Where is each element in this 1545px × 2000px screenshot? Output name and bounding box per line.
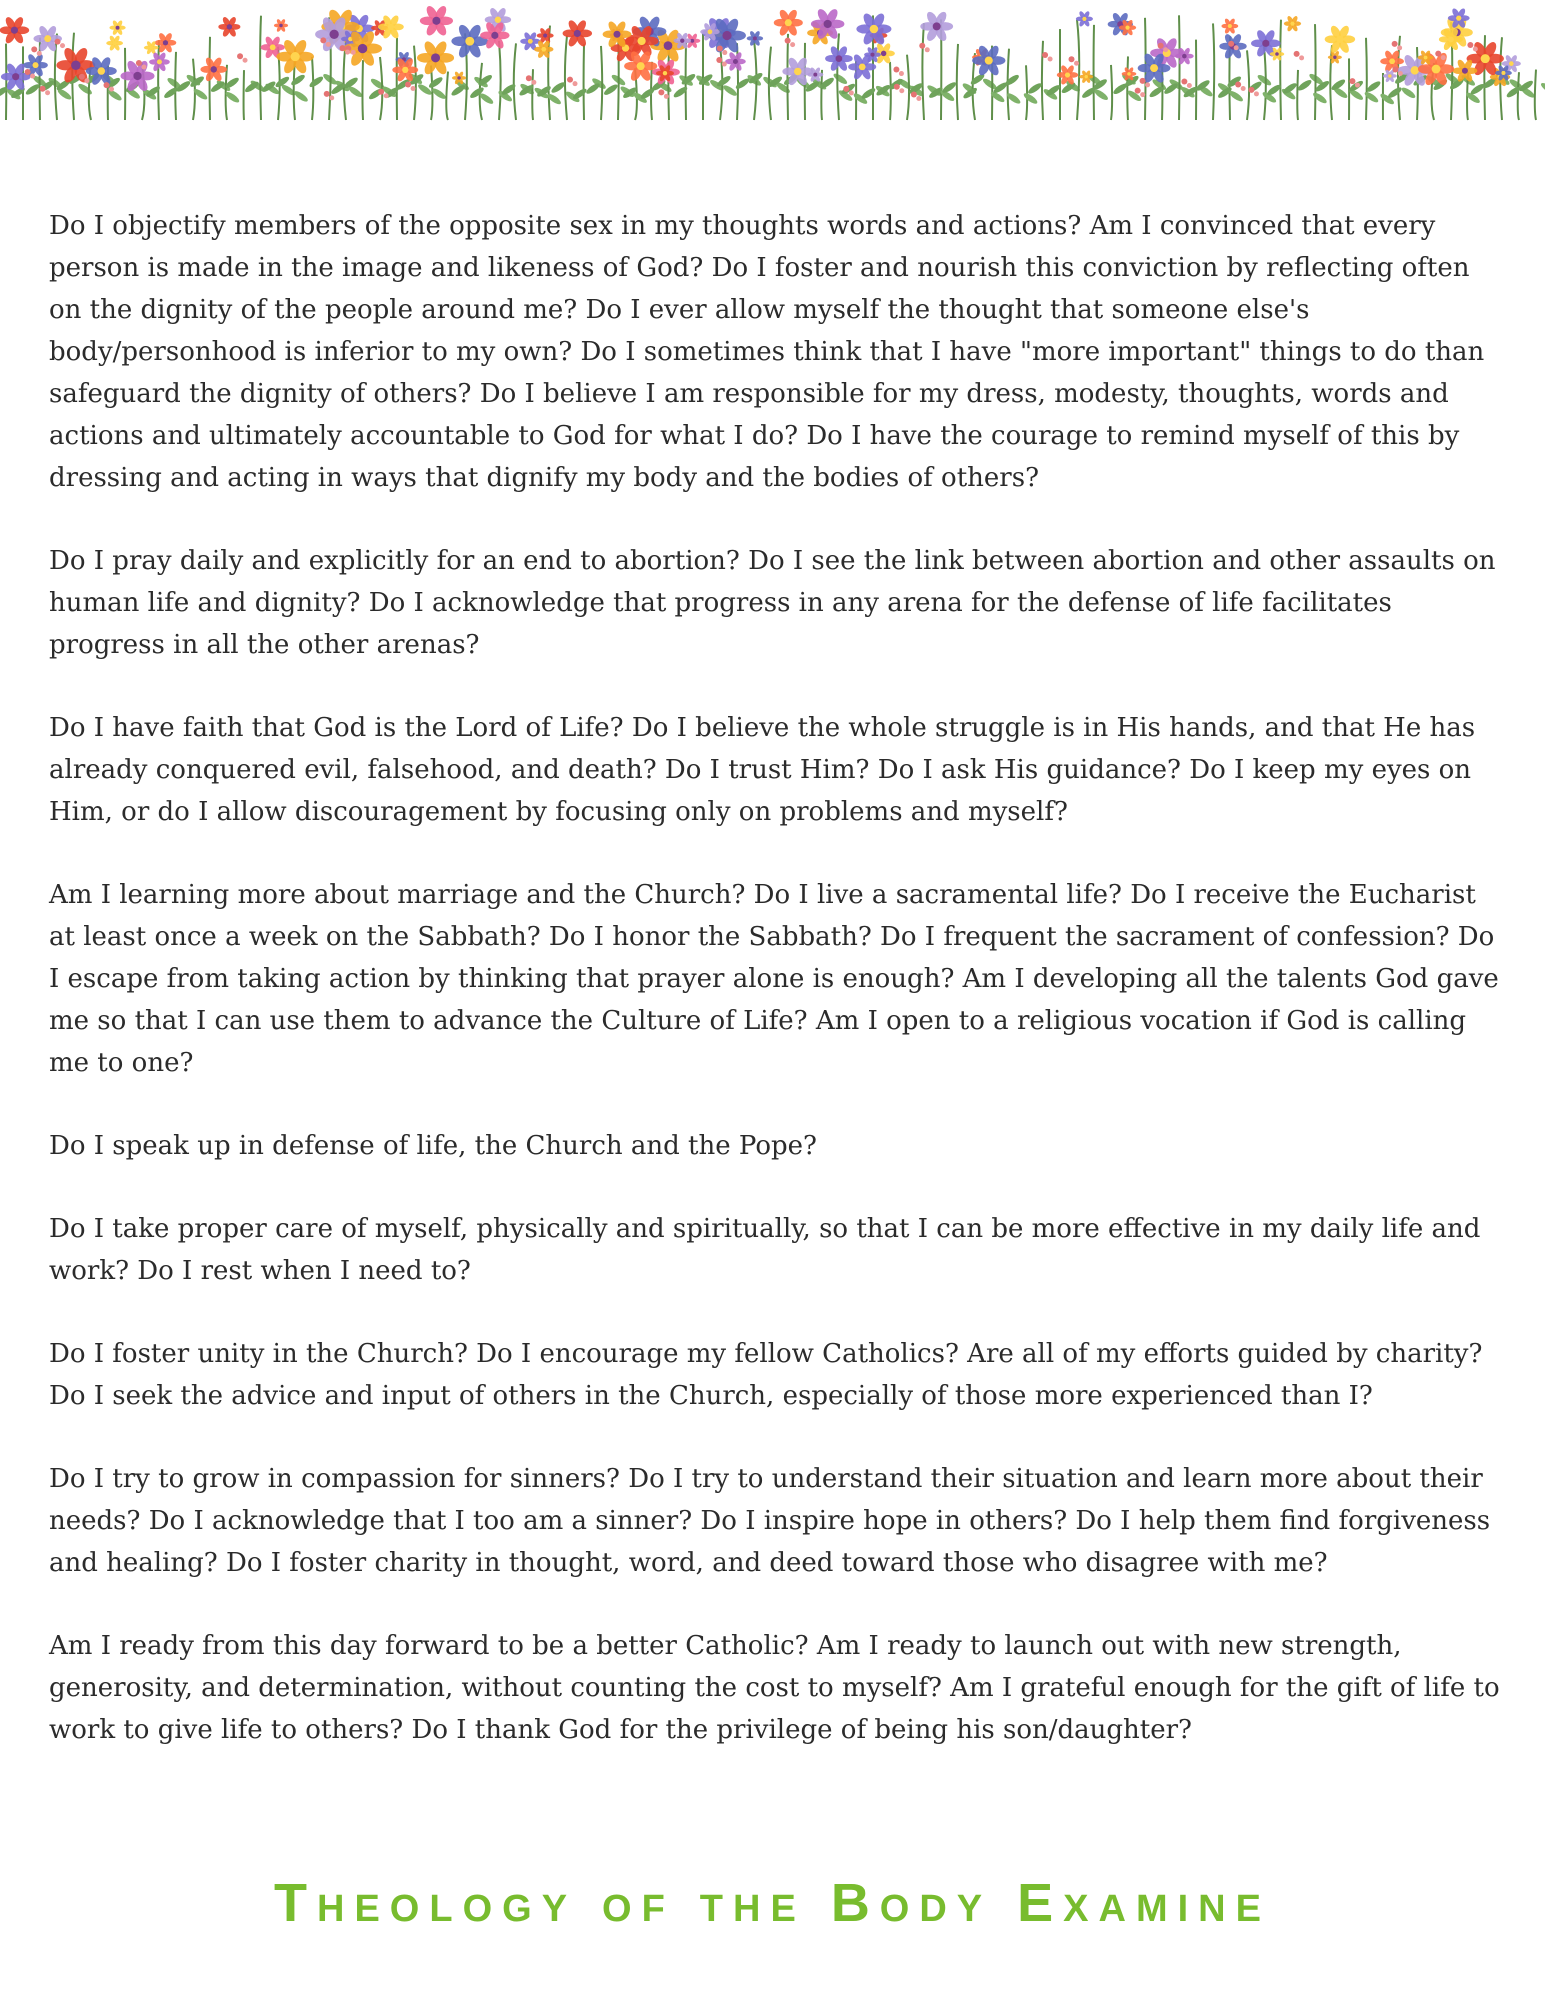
- paragraph-abortion: Do I pray daily and explicitly for an end to abortion? Do I see the link between abortion and other assaults on human life and dignity? Do I acknowledge that progress in any arena for the defense of life facilitates progress in all the other arenas?: [49, 546, 1496, 660]
- paragraph-faith: Do I have faith that God is the Lord of Life? Do I believe the whole struggle is in His hands, and that He has already conquered evil, falsehood, and death? Do I trust Him? Do I ask His guidance? Do I keep my eyes on Him, or do I allow discouragement by focusing only on problems and myself?: [49, 713, 1476, 827]
- paragraph-self-care: Do I take proper care of myself, physically and spiritually, so that I can be more effective in my daily life and work? Do I rest when I need to?: [49, 1214, 1481, 1286]
- page-title: Theology of the Body Examine: [274, 1873, 1271, 1933]
- paragraph-sacramental-life: Am I learning more about marriage and the Church? Do I live a sacramental life? Do I receive the Eucharist at least once a week on the Sabbath? Do I honor the Sabbath? Do I frequent the sacrament of confession? Do I escape from taking action by thinking that prayer alone is enough? Am I developing all the talents God gave me so that I can use them to advance the Culture of Life? Am I open to a religious vocation if God is calling me to one?: [49, 880, 1499, 1078]
- paragraph-commitment: Am I ready from this day forward to be a better Catholic? Am I ready to launch out with new strength, generosity, and determination, without counting the cost to myself? Am I grateful enough for the gift of life to work to give life to others? Do I thank God for the privilege of being his son/daughter?: [49, 1631, 1500, 1745]
- paragraph-unity: Do I foster unity in the Church? Do I encourage my fellow Catholics? Are all of my efforts guided by charity? Do I seek the advice and input of others in the Church, especially of those more experienced than I?: [49, 1339, 1483, 1411]
- paragraph-speak-up: Do I speak up in defense of life, the Church and the Pope?: [49, 1131, 817, 1161]
- floral-border-icon: [0, 0, 1545, 125]
- examination-text: [49, 205, 1504, 1792]
- paragraph-compassion: Do I try to grow in compassion for sinners? Do I try to understand their situation and learn more about their needs? Do I acknowledge that I too am a sinner? Do I inspire hope in others? Do I help them find forgiveness and healing? Do I foster charity in thought, word, and deed toward those who disagree with me?: [49, 1464, 1491, 1578]
- paragraph-objectification: Do I objectify members of the opposite sex in my thoughts words and actions? Am I convinced that every person is made in the image and likeness of God? Do I foster and nourish this conviction by reflecting often on the dignity of the people around me? Do I ever allow myself the thought that someone else's body/personhood is inferior to my own? Do I sometimes think that I have "more important" things to do than safeguard the dignity of others? Do I believe I am responsible for my dress, modesty, thoughts, words and actions and ultimately accountable to God for what I do? Do I have the courage to remind myself of this by dressing and acting in ways that dignify my body and the bodies of others?: [49, 211, 1485, 493]
